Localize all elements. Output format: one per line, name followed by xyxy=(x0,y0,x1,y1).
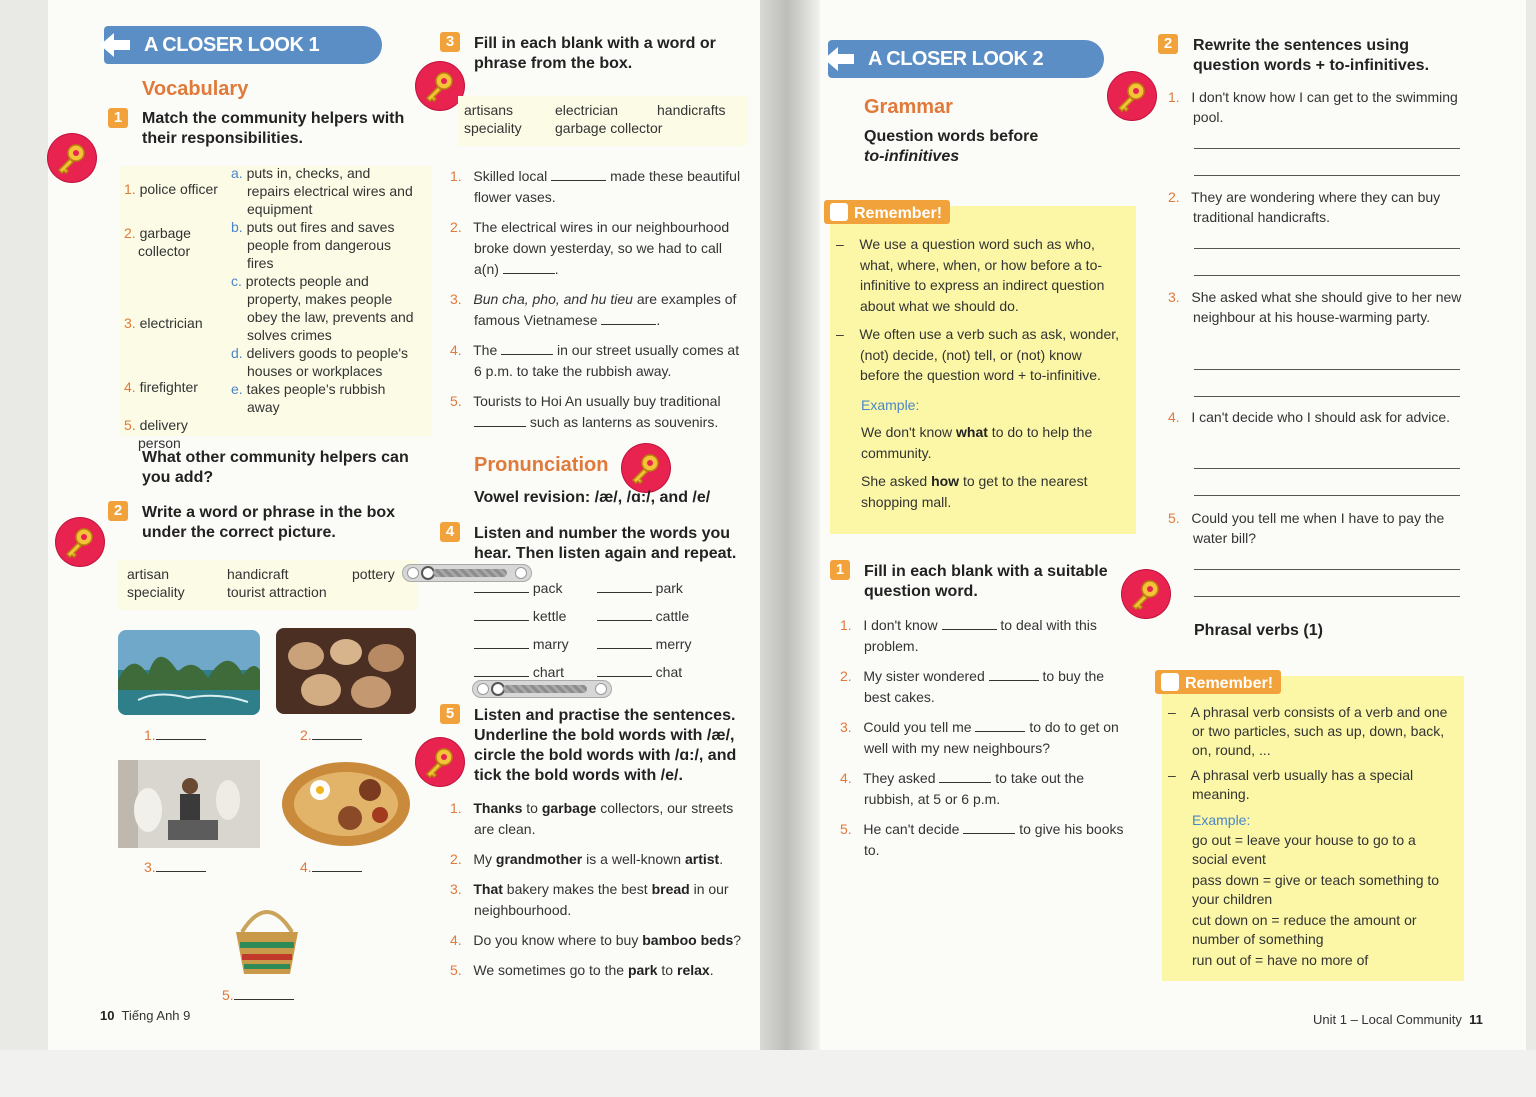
exercise-number: 3 xyxy=(440,32,460,52)
item-letter: b. xyxy=(231,219,243,235)
word: chat xyxy=(655,664,683,680)
helper-text: electrician xyxy=(139,315,203,331)
answer-line[interactable] xyxy=(1194,175,1460,176)
remember-label xyxy=(1155,670,1281,694)
sentence-item xyxy=(450,340,750,382)
item-number: 5. xyxy=(840,821,852,837)
item-number: 2. xyxy=(124,225,136,241)
answer-blank[interactable] xyxy=(474,676,529,677)
word: kettle xyxy=(532,608,567,624)
title-line: their responsibilities. xyxy=(142,130,303,147)
phrasal-example: go out = leave your house to go to a social event xyxy=(1192,832,1416,867)
sentence-item xyxy=(840,819,1130,861)
sentence-item xyxy=(450,391,750,433)
item-text xyxy=(1168,287,1466,327)
grammar-heading: Grammar xyxy=(864,96,953,118)
sentence-text: The electrical wires in our neighbourhood broke down yesterday, so we had to call a(n) xyxy=(473,219,730,277)
item-letter: c. xyxy=(231,273,242,289)
example-text: We don't know xyxy=(861,424,957,440)
picture-label xyxy=(300,725,362,745)
remember-text: Remember! xyxy=(1185,675,1274,692)
answer-blank[interactable] xyxy=(597,620,652,621)
answer-blank[interactable] xyxy=(312,871,362,872)
key-icon xyxy=(422,68,458,104)
rewrite-item xyxy=(1168,287,1466,327)
example-bold: how xyxy=(931,473,960,489)
subheading-line xyxy=(864,147,1104,167)
responsibility-text: puts in, checks, and repairs electrical wires and equipment xyxy=(246,165,413,217)
sentence-text: are examples of famous Vietnamese xyxy=(474,291,737,328)
page-number: 10 xyxy=(100,1008,115,1023)
sentence-text: They asked xyxy=(863,770,936,786)
pronunciation-subheading: Vowel revision: /æ/, /ɑ:/, and /e/ xyxy=(474,489,711,506)
item-number: 5. xyxy=(450,962,462,978)
closer-look-2-banner xyxy=(828,40,1104,78)
answer-blank[interactable] xyxy=(474,620,529,621)
play-button[interactable] xyxy=(477,683,489,695)
sentence-text: made these beautiful flower vases. xyxy=(474,168,741,205)
box-word: garbage collector xyxy=(555,120,663,136)
phrasal-verbs-heading: Phrasal verbs (1) xyxy=(1194,622,1323,639)
label-number: 5. xyxy=(222,987,234,1003)
exercise-number: 2 xyxy=(108,501,128,521)
item-number: 1. xyxy=(450,800,462,816)
helper-item xyxy=(124,416,228,452)
sentence-text: . xyxy=(709,962,714,978)
exercise-number: 1 xyxy=(108,108,128,128)
bold-word[interactable]: relax xyxy=(677,962,710,978)
responsibility-text: puts out fires and saves people from dangerous fires xyxy=(246,219,395,271)
bold-word[interactable]: garbage xyxy=(541,800,597,816)
unit-title: Unit 1 – Local Community xyxy=(1313,1012,1462,1027)
exercise-1-title: Fill in each blank with a suitable question word. xyxy=(864,563,1108,600)
item-number: 4. xyxy=(450,932,462,948)
example-label: Example: xyxy=(1192,812,1251,828)
volume-button[interactable] xyxy=(595,683,607,695)
sentence-text: to do to get on well with my new neighbours? xyxy=(864,719,1119,756)
phrasal-example: run out of = have no more of xyxy=(1192,952,1369,968)
answer-line[interactable] xyxy=(1194,248,1460,249)
key-icon xyxy=(1128,576,1164,612)
sentence-text: collectors, our streets are clean. xyxy=(474,800,734,837)
answer-blank[interactable] xyxy=(156,739,206,740)
bold-word[interactable]: bamboo beds xyxy=(642,932,734,948)
bold-word[interactable]: Thanks xyxy=(473,800,523,816)
example-text: to do to help the community. xyxy=(861,424,1093,461)
word: merry xyxy=(655,636,692,652)
sentence-item xyxy=(450,798,750,840)
remember-bullet: – A phrasal verb consists of a verb and one or two particles, such as up, down, back, on, round, ... xyxy=(1168,704,1448,758)
grammar-subheading xyxy=(864,127,1104,167)
example-bold: what xyxy=(956,424,988,440)
answer-key-button[interactable] xyxy=(56,518,104,566)
arrow-icon xyxy=(98,30,132,60)
key-icon xyxy=(1114,78,1150,114)
picture-label xyxy=(144,725,206,745)
answer-blank[interactable] xyxy=(474,426,526,427)
answer-line[interactable] xyxy=(1194,275,1460,276)
word: cattle xyxy=(655,608,690,624)
sentence-text: in our neighbourhood. xyxy=(474,881,729,918)
item-number: 1. xyxy=(450,168,462,184)
sentence-text: to give his books to. xyxy=(864,821,1124,858)
answer-line[interactable] xyxy=(1194,495,1460,496)
sentence-text: such as lanterns as souvenirs. xyxy=(529,414,719,430)
bold-word[interactable]: grandmother xyxy=(495,851,583,867)
box-word: speciality xyxy=(127,584,185,600)
item-text xyxy=(1168,508,1466,548)
example-sentence xyxy=(861,471,1123,512)
pronunciation-heading: Pronunciation xyxy=(474,454,609,476)
sentence-text: They are wondering where they can buy traditional handicrafts. xyxy=(1191,189,1441,225)
label-number: 3. xyxy=(144,859,156,875)
exercise-1-items xyxy=(840,615,1130,861)
answer-blank[interactable] xyxy=(975,731,1025,732)
exercise-3-items xyxy=(450,166,750,433)
sentence-text: My xyxy=(473,851,496,867)
sentence-text: . xyxy=(656,312,661,328)
item-number: 3. xyxy=(450,881,462,897)
answer-blank[interactable] xyxy=(234,999,294,1000)
exercise-number: 4 xyxy=(440,522,460,542)
closer-look-1-banner xyxy=(104,26,382,64)
answer-key-button[interactable] xyxy=(416,738,464,786)
rewrite-item xyxy=(1168,87,1466,127)
item-text xyxy=(1168,407,1466,427)
sentence-text: to take out the rubbish, at 5 or 6 p.m. xyxy=(864,770,1084,807)
example-text: to get to the nearest shopping mall. xyxy=(861,473,1088,510)
exercise-2-title xyxy=(1193,36,1473,76)
title-line: Listen and practise the sentences. xyxy=(474,707,736,724)
answer-key-button[interactable] xyxy=(1122,570,1170,618)
exercise-2-title: Write a word or phrase in the box under the correct picture. xyxy=(142,504,396,541)
title-line: tick the bold words with /e/. xyxy=(474,767,683,784)
sentence-text: . xyxy=(719,851,724,867)
banner-title: A CLOSER LOOK 2 xyxy=(868,47,1044,70)
answer-blank[interactable] xyxy=(474,648,529,649)
responsibility-item xyxy=(231,272,416,344)
page-footer-right xyxy=(1313,1012,1483,1027)
sentence-text: Bun cha, pho, and hu tieu xyxy=(473,291,633,307)
label-number: 1. xyxy=(144,727,156,743)
picture-label xyxy=(300,857,362,877)
helper-item xyxy=(124,224,228,314)
title-line: question words + to-infinitives. xyxy=(1193,57,1430,74)
word-pair xyxy=(474,574,734,602)
box-word: artisan xyxy=(127,566,170,582)
answer-key-button[interactable] xyxy=(1108,72,1156,120)
helper-item xyxy=(124,180,228,216)
remember-label xyxy=(824,200,950,224)
answer-blank[interactable] xyxy=(156,871,206,872)
sentence-text: Tourists to Hoi An usually buy traditional xyxy=(473,393,721,409)
answer-key-button[interactable] xyxy=(416,62,464,110)
sentence-text: is a well-known xyxy=(582,851,685,867)
answer-blank[interactable] xyxy=(474,592,529,593)
sentence-text: . xyxy=(554,261,559,277)
key-icon xyxy=(628,450,664,486)
remember-text: Remember! xyxy=(854,205,943,222)
vocabulary-heading: Vocabulary xyxy=(142,78,249,100)
book-spine xyxy=(760,0,820,1097)
title-line: Underline the bold words with /æ/, xyxy=(474,727,735,744)
bold-word[interactable]: bread xyxy=(651,881,690,897)
answer-line[interactable] xyxy=(1194,396,1460,397)
word: chart xyxy=(532,664,565,680)
bullet-text: A phrasal verb usually has a special meaning. xyxy=(1190,767,1414,802)
answer-line[interactable] xyxy=(1194,569,1460,570)
item-letter: e. xyxy=(231,381,243,397)
bulb-icon xyxy=(1161,673,1179,691)
item-letter: d. xyxy=(231,345,243,361)
sentence-text: bakery makes the best xyxy=(502,881,652,897)
answer-blank[interactable] xyxy=(597,676,652,677)
sentence-item xyxy=(840,615,1130,657)
sentence-item xyxy=(450,217,750,280)
item-number: 4. xyxy=(450,342,462,358)
word-pair xyxy=(474,630,734,658)
sentence-item xyxy=(450,289,750,331)
picture-label xyxy=(144,857,206,877)
picture-label xyxy=(222,985,294,1005)
box-word: tourist attraction xyxy=(227,584,327,600)
sentence-text: Skilled local xyxy=(473,168,548,184)
item-number: 3. xyxy=(840,719,852,735)
box-word: handicraft xyxy=(227,566,289,582)
remember-bullet: – We use a question word such as who, what, where, when, or how before a to-infinitive to express an indirect question about what we should do. xyxy=(836,236,1105,314)
sentence-text: in our street usually comes at 6 p.m. to take the rubbish away. xyxy=(474,342,740,379)
box-word: handicrafts xyxy=(657,102,726,118)
item-number: 2. xyxy=(1168,189,1180,205)
subheading-text: to-infinitives xyxy=(864,148,960,165)
answer-key-button[interactable] xyxy=(48,134,96,182)
sentence-item xyxy=(840,768,1130,810)
helper-text: police officer xyxy=(139,181,218,197)
responsibility-item xyxy=(231,344,416,380)
answer-blank[interactable] xyxy=(963,833,1015,834)
rewrite-item xyxy=(1168,407,1466,427)
responsibility-text: protects people and property, makes people obey the law, prevents and solves crimes xyxy=(245,273,414,343)
rewrite-item xyxy=(1168,508,1466,548)
responsibility-item xyxy=(231,380,416,416)
bullet-text: We use a question word such as who, what, where, when, or how before a to-infinitive to express an indirect question about what we should do. xyxy=(859,236,1105,314)
answer-line[interactable] xyxy=(1194,468,1460,469)
responsibility-item xyxy=(231,164,416,218)
label-number: 4. xyxy=(300,859,312,875)
title-line: circle the bold words with /ɑ:/, and xyxy=(474,747,737,764)
sentence-item xyxy=(450,930,750,951)
box-word: electrician xyxy=(555,102,619,118)
title-line: Rewrite the sentences using xyxy=(1193,37,1410,54)
extra-question: What other community helpers can you add? xyxy=(142,449,409,486)
example-sentence xyxy=(861,422,1123,463)
sentence-text: She asked what she should give to her new neighbour at his house-warming party. xyxy=(1191,289,1462,325)
remember-bullets xyxy=(1168,703,1458,804)
item-number: 1. xyxy=(840,617,852,633)
item-text xyxy=(1168,187,1466,227)
audio-player[interactable] xyxy=(472,680,612,698)
exercise-number: 5 xyxy=(440,704,460,724)
item-number: 2. xyxy=(450,219,462,235)
title-line: Match the community helpers with xyxy=(142,110,405,127)
answer-blank[interactable] xyxy=(601,324,656,325)
sentence-text: We sometimes go to the xyxy=(473,962,628,978)
exercise-5-title xyxy=(474,706,764,786)
sentence-item xyxy=(450,166,750,208)
remember-bullets xyxy=(836,234,1122,386)
bullet-text: We often use a verb such as ask, wonder, (not) decide, (not) tell, or (not) know before the question word + to-infinitive. xyxy=(859,326,1120,383)
pottery-picture xyxy=(276,628,416,714)
helpers-column xyxy=(124,180,228,452)
basket-picture xyxy=(232,892,302,982)
exercise-3-title: Fill in each blank with a word or phrase from the box. xyxy=(474,35,716,72)
key-icon xyxy=(54,140,90,176)
sentence-text: I can't decide who I should ask for advice. xyxy=(1191,409,1451,425)
sentence-text: I don't know how I can get to the swimming pool. xyxy=(1191,89,1458,125)
exercise-number: 1 xyxy=(830,560,850,580)
answer-blank[interactable] xyxy=(942,629,997,630)
word-pair xyxy=(474,602,734,630)
subheading-line: Question words before xyxy=(864,128,1039,145)
example-text: She asked xyxy=(861,473,932,489)
responsibilities-column xyxy=(231,164,416,416)
item-number: 2. xyxy=(450,851,462,867)
bulb-icon xyxy=(830,203,848,221)
phrasal-example: pass down = give or teach something to your children xyxy=(1192,872,1440,907)
artisan-picture xyxy=(118,760,260,848)
item-number: 3. xyxy=(1168,289,1180,305)
answer-line[interactable] xyxy=(1194,596,1460,597)
answer-blank[interactable] xyxy=(597,648,652,649)
exercise-5-sentences xyxy=(450,798,750,990)
sentence-text: Do you know where to buy xyxy=(473,932,643,948)
bay-picture xyxy=(118,630,260,715)
play-button[interactable] xyxy=(407,567,419,579)
sentence-text: The xyxy=(473,342,498,358)
answer-line[interactable] xyxy=(1194,148,1460,149)
remember-bullet: – We often use a verb such as ask, wonder, (not) decide, (not) tell, or (not) know before the question word + to-infinitive. xyxy=(836,326,1120,383)
sentence-text: He can't decide xyxy=(863,821,960,837)
bold-word[interactable]: That xyxy=(473,881,503,897)
progress-bar[interactable] xyxy=(503,685,587,693)
item-number: 4. xyxy=(840,770,852,786)
key-icon xyxy=(422,744,458,780)
item-letter: a. xyxy=(231,165,243,181)
arrow-icon xyxy=(822,44,856,74)
banner-title: A CLOSER LOOK 1 xyxy=(144,33,320,56)
item-number: 3. xyxy=(124,315,136,331)
bullet-text: A phrasal verb consists of a verb and one or two particles, such as up, down, back, on, round, ... xyxy=(1190,704,1448,758)
food-picture xyxy=(280,760,412,848)
item-number: 5. xyxy=(450,393,462,409)
item-number: 1. xyxy=(1168,89,1180,105)
sentence-item xyxy=(840,717,1130,759)
box-word: speciality xyxy=(464,120,522,136)
table-surface xyxy=(0,1050,1536,1097)
answer-blank[interactable] xyxy=(501,354,553,355)
item-text xyxy=(1168,87,1466,127)
key-icon xyxy=(62,524,98,560)
exercise-4-title: Listen and number the words you hear. Then listen again and repeat. xyxy=(474,525,737,562)
word: marry xyxy=(532,636,569,652)
item-number: 5. xyxy=(1168,510,1180,526)
helper-item xyxy=(124,314,228,378)
item-number: 5. xyxy=(124,417,136,433)
answer-blank[interactable] xyxy=(503,273,555,274)
answer-key-button[interactable] xyxy=(622,444,670,492)
word: pack xyxy=(532,580,563,596)
responsibility-text: delivers goods to people's houses or workplaces xyxy=(246,345,409,379)
exercise-number: 2 xyxy=(1158,34,1178,54)
helper-item xyxy=(124,378,228,416)
example-label: Example: xyxy=(861,397,920,413)
item-number: 2. xyxy=(840,668,852,684)
item-number: 1. xyxy=(124,181,136,197)
sentence-text: Could you tell me xyxy=(863,719,972,735)
remember-bullet: – A phrasal verb usually has a special meaning. xyxy=(1168,767,1414,802)
responsibility-item xyxy=(231,218,416,272)
sentence-text: I don't know xyxy=(863,617,938,633)
helper-text: firefighter xyxy=(139,379,198,395)
answer-blank[interactable] xyxy=(312,739,362,740)
sentence-text: My sister wondered xyxy=(863,668,985,684)
phrasal-example: cut down on = reduce the amount or number of something xyxy=(1192,912,1417,947)
answer-blank[interactable] xyxy=(989,680,1039,681)
box-word: artisans xyxy=(464,102,514,118)
responsibility-text: takes people's rubbish away xyxy=(246,381,386,415)
label-number: 2. xyxy=(300,727,312,743)
bold-word[interactable]: park xyxy=(627,962,658,978)
phrasal-examples xyxy=(1192,831,1454,970)
sentence-item xyxy=(450,879,750,921)
sentence-text: ? xyxy=(733,932,742,948)
helper-text: delivery person xyxy=(138,417,188,451)
sentence-text: to deal with this problem. xyxy=(864,617,1097,654)
answer-blank[interactable] xyxy=(551,180,606,181)
page-number: 11 xyxy=(1469,1012,1483,1027)
sentence-item xyxy=(450,960,750,981)
page-footer-left xyxy=(100,1008,190,1023)
box-word: pottery xyxy=(352,566,395,582)
book-title: Tiếng Anh 9 xyxy=(121,1008,191,1023)
sentence-text: to xyxy=(522,800,542,816)
item-number: 4. xyxy=(1168,409,1180,425)
sentence-item xyxy=(840,666,1130,708)
answer-line[interactable] xyxy=(1194,369,1460,370)
word: park xyxy=(655,580,683,596)
rewrite-item xyxy=(1168,187,1466,227)
sentence-text: to xyxy=(657,962,677,978)
sentence-item xyxy=(450,849,750,870)
sentence-text: to buy the best cakes. xyxy=(864,668,1105,705)
answer-blank[interactable] xyxy=(939,782,991,783)
sentence-text: Could you tell me when I have to pay the water bill? xyxy=(1191,510,1445,546)
answer-blank[interactable] xyxy=(597,592,652,593)
item-number: 3. xyxy=(450,291,462,307)
helper-text: garbage collector xyxy=(138,225,191,259)
exercise-1-title xyxy=(142,109,432,149)
word-pairs xyxy=(474,574,734,686)
bold-word[interactable]: artist xyxy=(684,851,720,867)
item-number: 4. xyxy=(124,379,136,395)
